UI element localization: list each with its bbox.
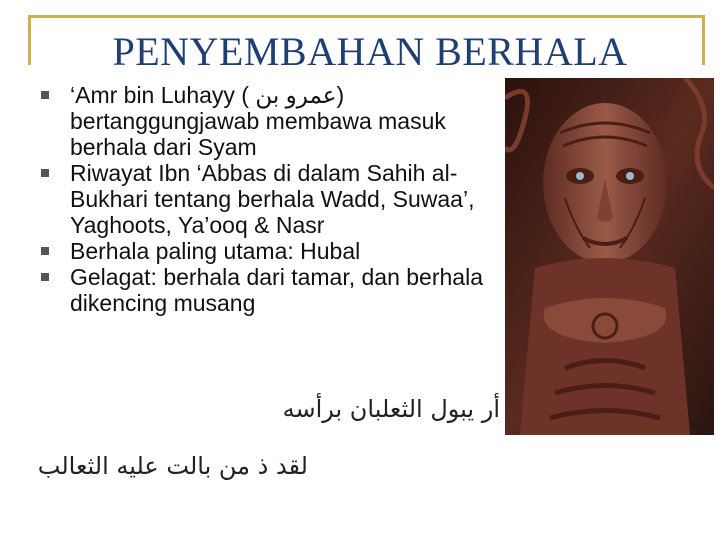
bullet-item [32,82,502,160]
bullet-text: Berhala paling utama: Hubal [70,238,361,264]
frame-top-line [28,15,704,18]
frame-left-line [28,15,31,65]
carved-figure-photo [505,78,714,435]
bullet-item [32,264,502,316]
bullet-text: Gelagat: berhala dari tamar, dan berhala dikencing musang [70,264,483,316]
frame-right-line [702,15,705,65]
arabic-quote-1: أر يبول الثعلبان برأسه [282,395,500,423]
bullet-marker-icon [41,273,49,281]
arabic-quote-2: لقد ذ من بالت عليه الثعالب [37,452,308,480]
bullet-text-after: ) bertanggungjawab membawa masuk berhala dari Syam [70,82,446,160]
bullet-text: Riwayat Ibn ‘Abbas di dalam Sahih al-Bukhari tentang berhala Wadd, Suwaa’, Yaghoots, Ya’ooq & Nasr [70,160,475,238]
slide-title: PENYEMBAHAN BERHALA [112,29,628,74]
bullet-marker-icon [41,169,49,177]
bullet-marker-icon [41,247,49,255]
carved-figure-illustration [505,78,714,435]
bullet-arabic-text: عمرو بن [255,82,337,108]
bullet-item [32,238,502,264]
bullet-list [32,82,502,316]
bullet-item [32,160,502,238]
bullet-text-before: ‘Amr bin Luhayy ( [70,82,256,108]
bullet-marker-icon [41,91,49,99]
